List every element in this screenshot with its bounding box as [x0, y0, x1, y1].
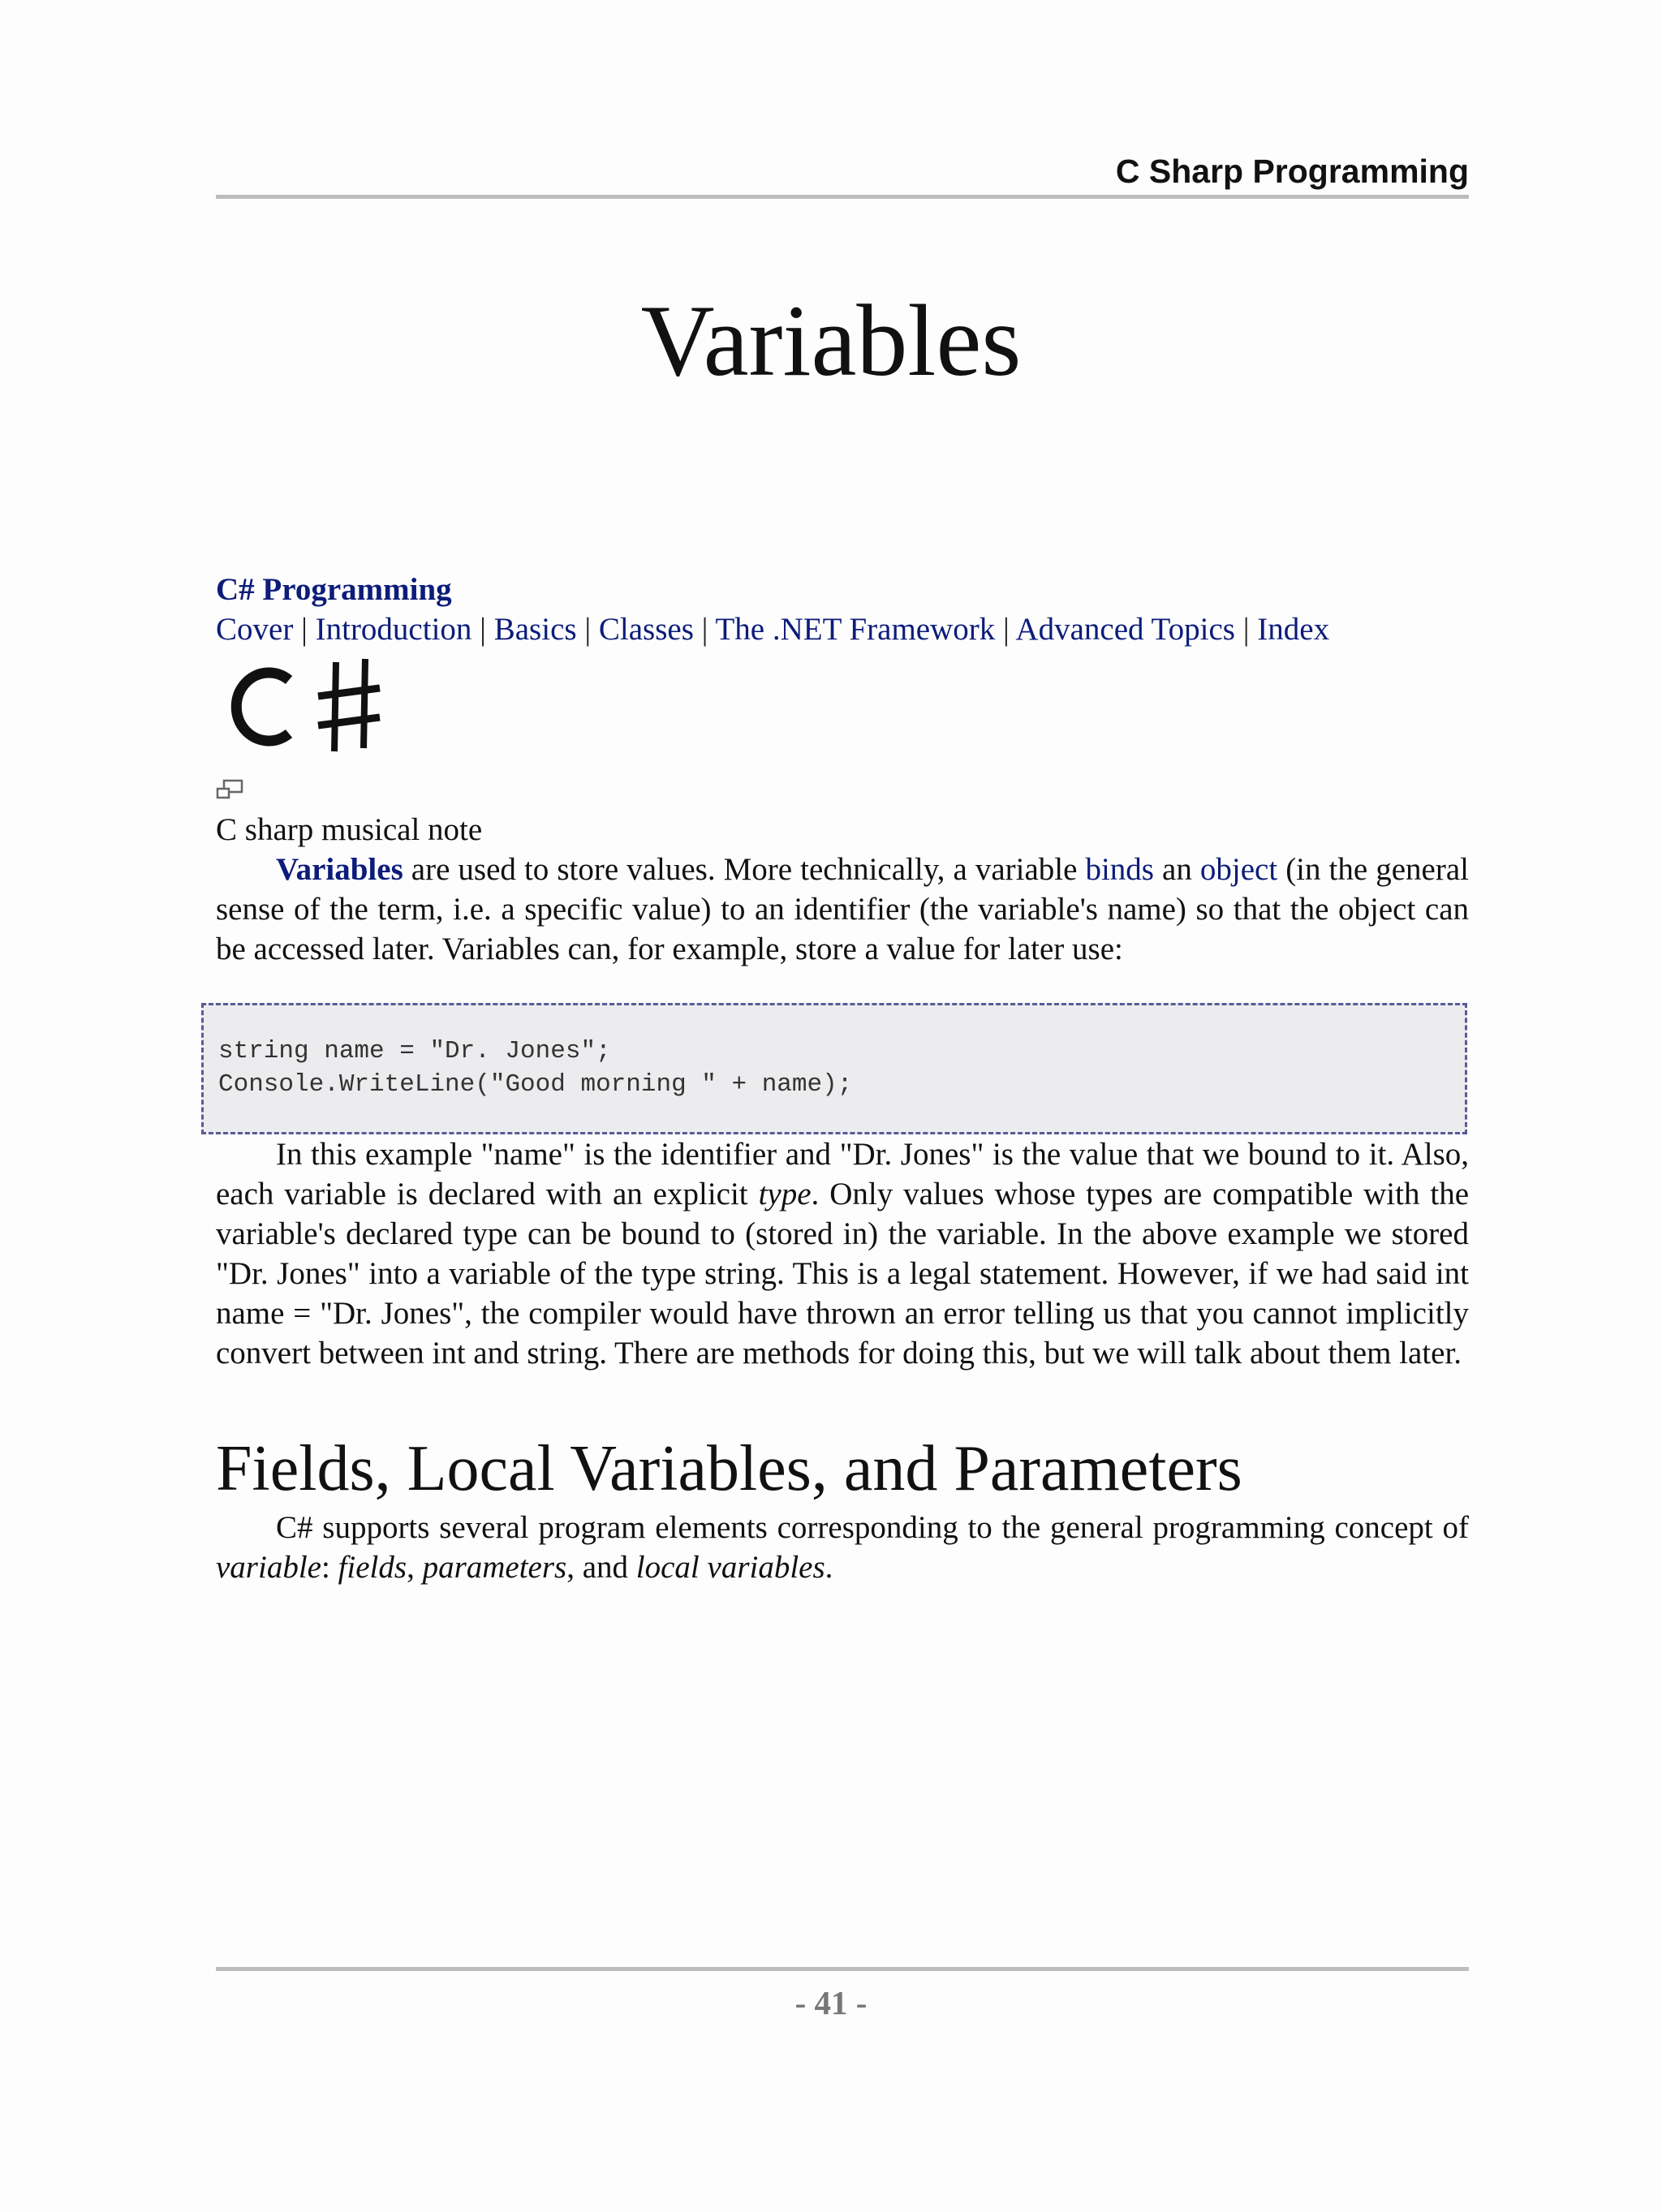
nav-links	[216, 609, 1469, 649]
link-object[interactable]: object	[1199, 852, 1278, 887]
paragraph-text: ,	[407, 1550, 423, 1585]
nav-separator: |	[693, 612, 716, 647]
nav-link-classes[interactable]: Classes	[598, 612, 694, 647]
paragraph-text: (in the general sense of the term, i.e. a specific value) to an identifier (the variable's name) so that the object can be accessed later. Variables can, for example, store a value for later use:	[216, 852, 1469, 966]
enlarge-icon-svg	[216, 779, 245, 800]
section-heading: Fields, Local Variables, and Parameters	[216, 1433, 1242, 1504]
nav-separator: |	[471, 612, 494, 647]
paragraph-text: In this example "name" is the identifier and "Dr. Jones" is the value that we bound to it. Also, each variable is declared with an explicit	[216, 1137, 1469, 1211]
page-number: - 41 -	[794, 1984, 868, 2021]
running-title: C Sharp Programming	[1115, 153, 1469, 190]
c-sharp-logo-svg	[216, 656, 394, 758]
code-block	[201, 1003, 1467, 1134]
emphasis-type: type	[758, 1177, 812, 1211]
enlarge-icon[interactable]	[216, 768, 1469, 810]
paragraph-text: , and	[566, 1550, 636, 1585]
page-footer-rule	[216, 1967, 1469, 1971]
page-header	[216, 146, 1469, 199]
paragraph-text: C# supports several program elements corresponding to the general programming concept of	[276, 1510, 1469, 1545]
paragraph-example-explanation	[216, 1134, 1469, 1373]
paragraph-text: an	[1153, 852, 1200, 887]
emphasis-variable: variable	[216, 1550, 321, 1585]
nav-link-dotnet-framework[interactable]: The .NET Framework	[715, 612, 996, 647]
link-binds[interactable]: binds	[1085, 852, 1154, 887]
paragraph-variables-intro	[216, 850, 1469, 969]
emphasis-fields: fields	[338, 1550, 407, 1585]
nav-separator: |	[1234, 612, 1258, 647]
figure-caption: C sharp musical note	[216, 812, 483, 847]
code-line: string name = "Dr. Jones";	[218, 1037, 611, 1065]
emphasis-parameters: parameters	[422, 1550, 567, 1585]
nav-link-cover[interactable]: Cover	[216, 612, 294, 647]
paragraph-program-elements	[216, 1508, 1469, 1587]
nav-link-introduction[interactable]: Introduction	[315, 612, 472, 647]
paragraph-text: . Only values whose types are compatible with the variable's declared type can be bound to (stored in) the variable. In the above example we stored "Dr. Jones" into a variable of the type string. This is a legal statement. However, if we had said int name = "Dr. Jones", the compiler would have thrown an error telling us that you cannot implicitly convert between int and string. There are methods for doing this, but we will talk about them later.	[216, 1177, 1470, 1371]
nav-link-basics[interactable]: Basics	[493, 612, 577, 647]
page-content	[216, 570, 1469, 1587]
term-variables[interactable]: Variables	[276, 852, 403, 887]
nav-link-index[interactable]: Index	[1257, 612, 1330, 647]
c-sharp-logo-icon[interactable]	[216, 649, 1469, 768]
paragraph-text: :	[321, 1550, 338, 1585]
paragraph-text: are used to store values. More technically, a variable	[403, 852, 1086, 887]
paragraph-text: .	[825, 1550, 833, 1585]
code-line: Console.WriteLine("Good morning " + name);	[218, 1070, 853, 1099]
nav-separator: |	[995, 612, 1016, 647]
emphasis-local-variables: local variables	[635, 1550, 825, 1585]
nav-link-advanced-topics[interactable]: Advanced Topics	[1015, 612, 1235, 647]
nav-separator: |	[293, 612, 316, 647]
nav-separator: |	[576, 612, 599, 647]
chapter-title: Variables	[640, 285, 1022, 398]
nav-title[interactable]: C# Programming	[216, 572, 452, 607]
